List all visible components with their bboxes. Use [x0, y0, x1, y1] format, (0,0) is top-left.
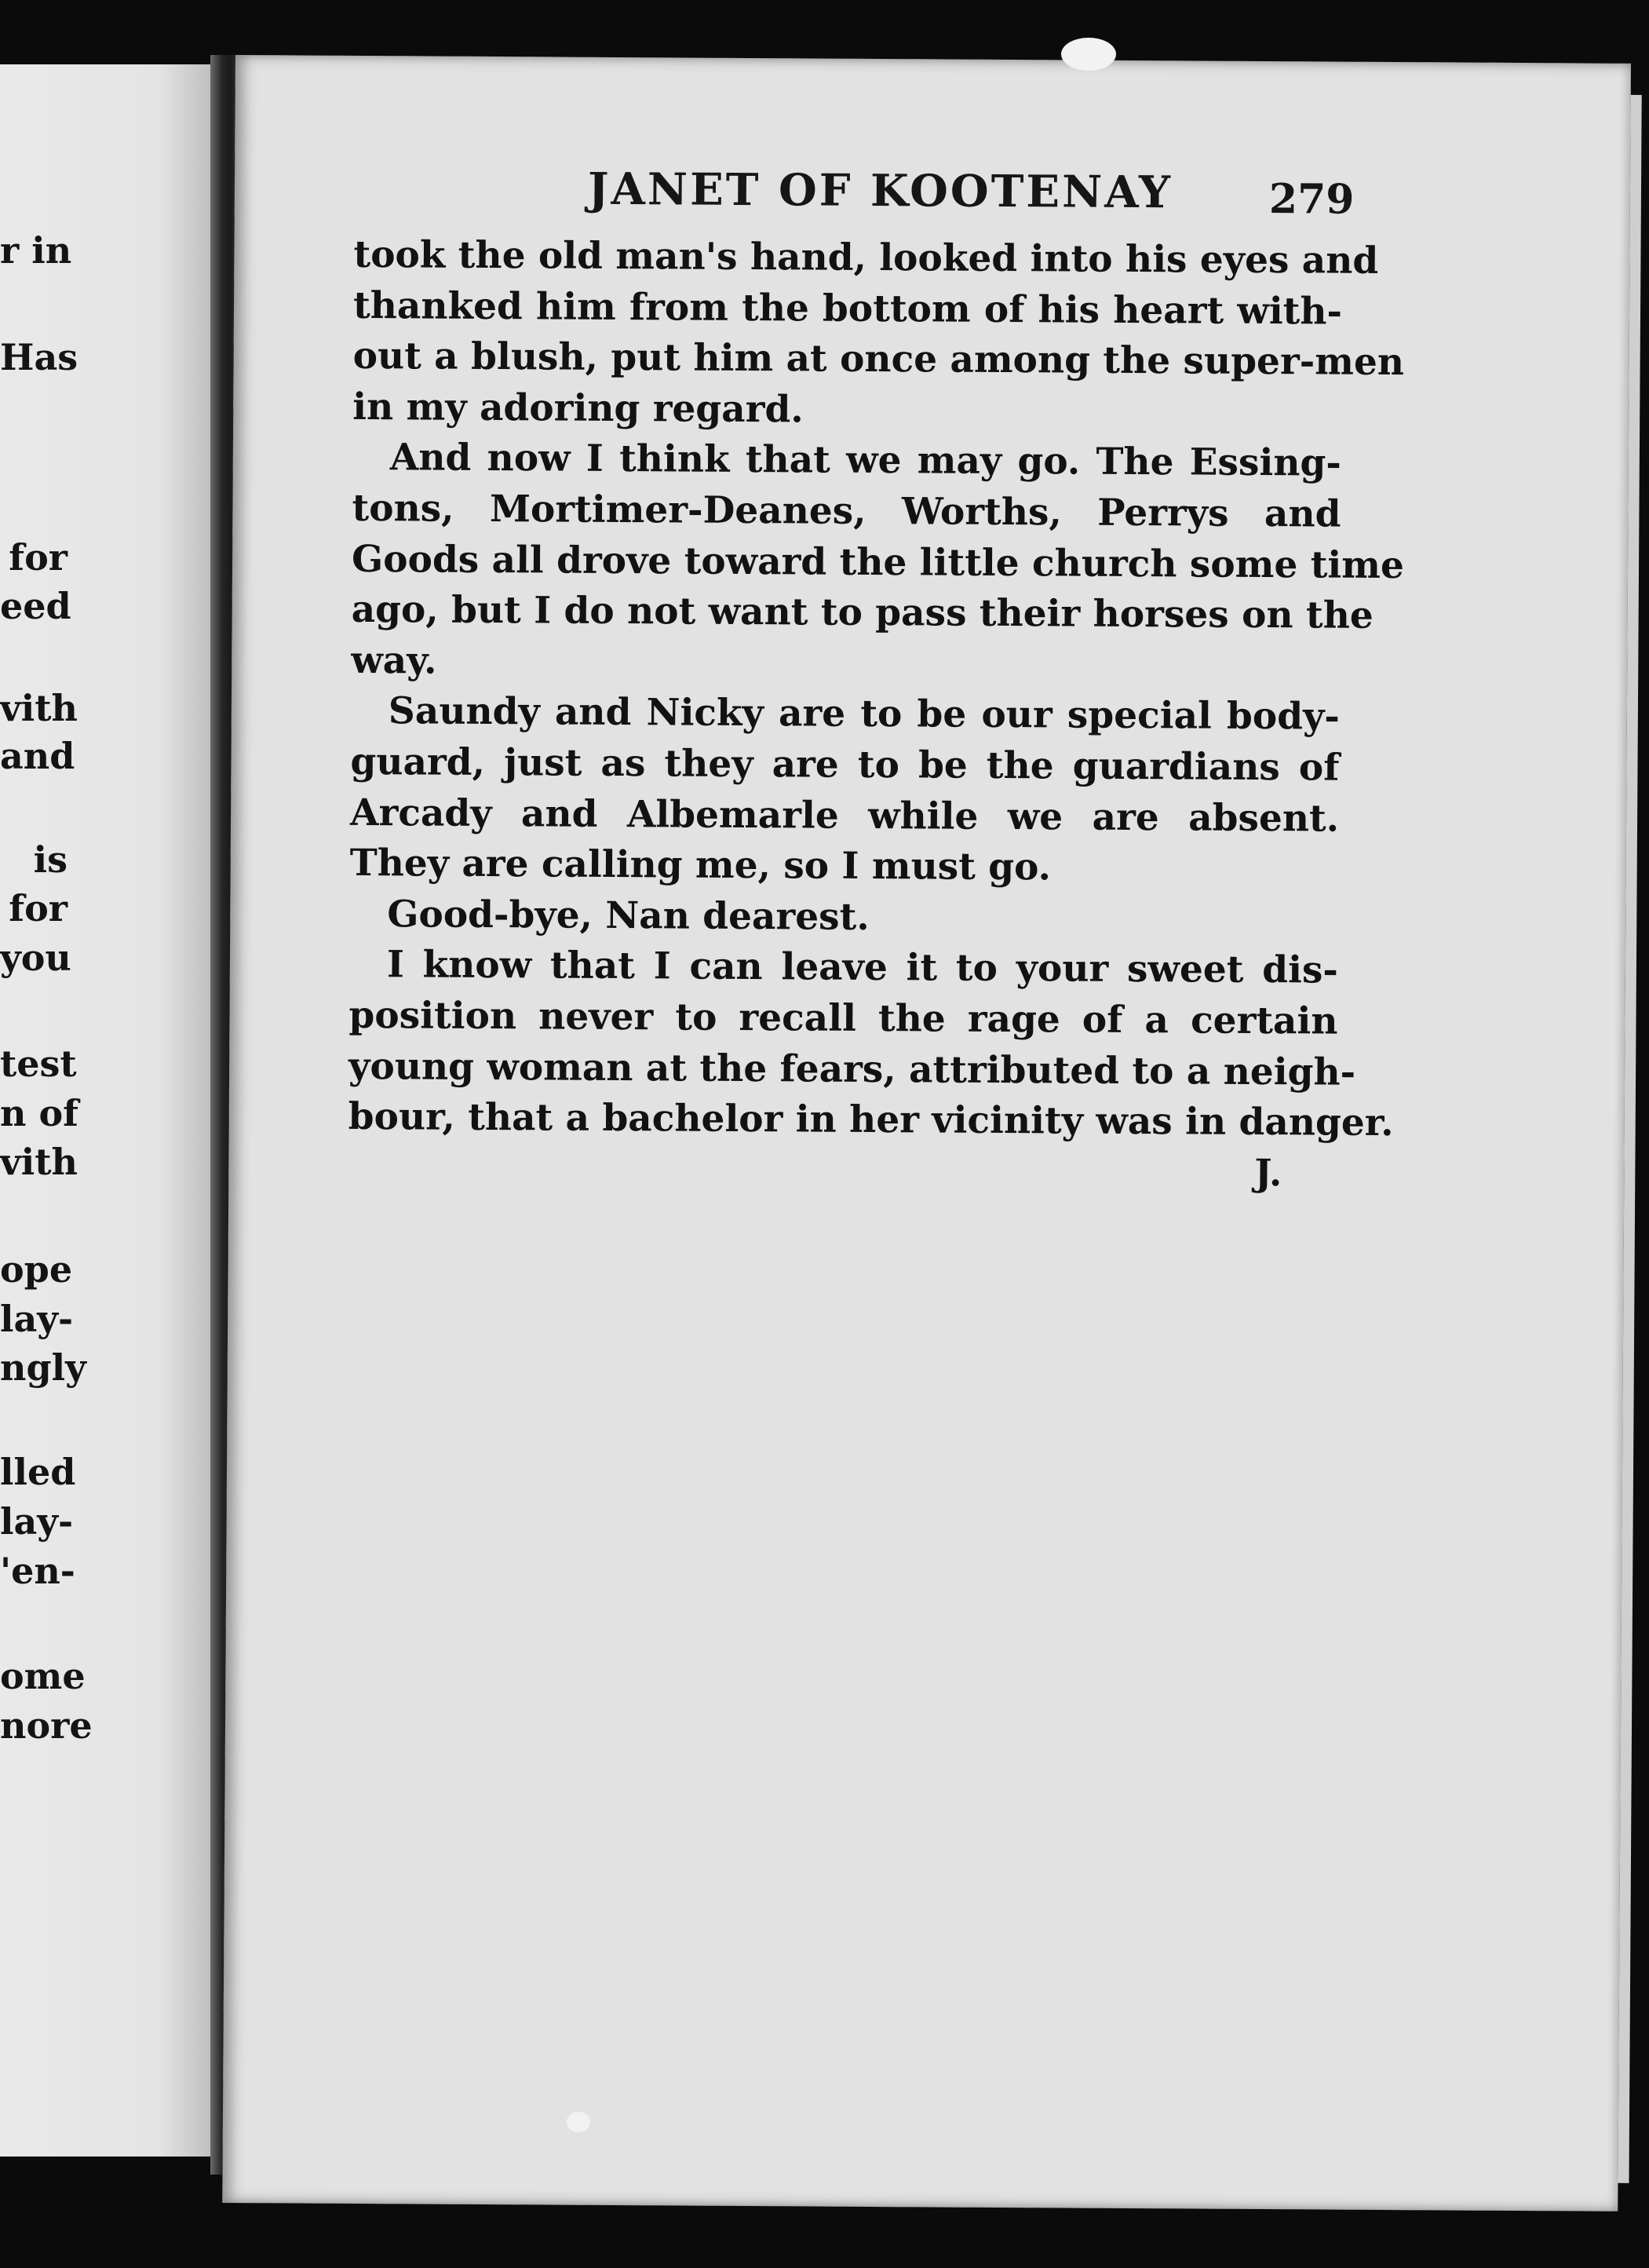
left-page-line: for: [9, 536, 67, 579]
left-page-line: and: [0, 735, 75, 777]
text-line: tons, Mortimer-Deanes, Worths, Perrys and: [352, 486, 1341, 536]
running-title: JANET OF KOOTENAY: [587, 163, 1173, 219]
text-line: bour, that a bachelor in her vicinity was in danger.: [348, 1094, 1394, 1145]
left-page-line: n of: [0, 1092, 78, 1134]
left-page-line: vith: [0, 1141, 78, 1183]
left-facing-page: [0, 64, 228, 2157]
left-page-line: eed: [0, 585, 71, 627]
text-line: position never to recall the rage of a certain: [348, 993, 1338, 1043]
page-edge: [1618, 95, 1641, 2183]
signature: J.: [1254, 1151, 1282, 1195]
left-page-line: lay-: [0, 1298, 74, 1340]
left-page-line: lay-: [0, 1500, 74, 1543]
left-page-line: ome: [0, 1655, 86, 1697]
left-page-line: ope: [0, 1248, 73, 1291]
left-page-line: for: [9, 887, 67, 929]
text-line: in my adoring regard.: [352, 385, 804, 432]
left-page-line: lled: [0, 1451, 76, 1493]
page-number: 279: [1268, 175, 1355, 224]
left-page-line: Has: [0, 336, 78, 378]
text-line: guard, just as they are to be the guardians of: [350, 740, 1340, 790]
book-page: [222, 55, 1631, 2211]
text-line: And now I think that we may go. The Essing-: [389, 436, 1342, 485]
left-page-line: r in: [0, 229, 72, 272]
left-page-line: ngly: [0, 1346, 86, 1389]
text-line: They are calling me, so I must go.: [349, 842, 1052, 889]
text-line: thanked him from the bottom of his heart with-: [352, 283, 1343, 334]
left-page-line: nore: [0, 1704, 93, 1747]
body-text: [348, 230, 1405, 1200]
scan-speck: [567, 2112, 590, 2132]
text-line: Saundy and Nicky are to be our special body-: [388, 689, 1341, 739]
text-line: Good-bye, Nan dearest.: [387, 892, 870, 939]
left-page-line: is: [33, 838, 67, 881]
text-line: young woman at the fears, attributed to a neigh-: [348, 1044, 1356, 1094]
scan-speck: [1061, 38, 1116, 71]
text-line: ago, but I do not want to pass their horses on the: [351, 588, 1374, 638]
text-line: out a blush, put him at once among the super-men: [352, 334, 1405, 385]
text-line: Arcady and Albemarle while we are absent.: [349, 791, 1340, 841]
text-line: way.: [351, 638, 437, 683]
text-line: I know that I can leave it to your sweet dis-: [386, 943, 1339, 992]
left-page-line: 'en-: [0, 1550, 75, 1592]
text-line: took the old man's hand, looked into his eyes and: [353, 232, 1379, 283]
left-page-line: vith: [0, 687, 78, 729]
text-line: Goods all drove toward the little church some time: [351, 537, 1405, 587]
left-page-line: test: [0, 1043, 77, 1085]
left-page-line: you: [0, 937, 71, 979]
